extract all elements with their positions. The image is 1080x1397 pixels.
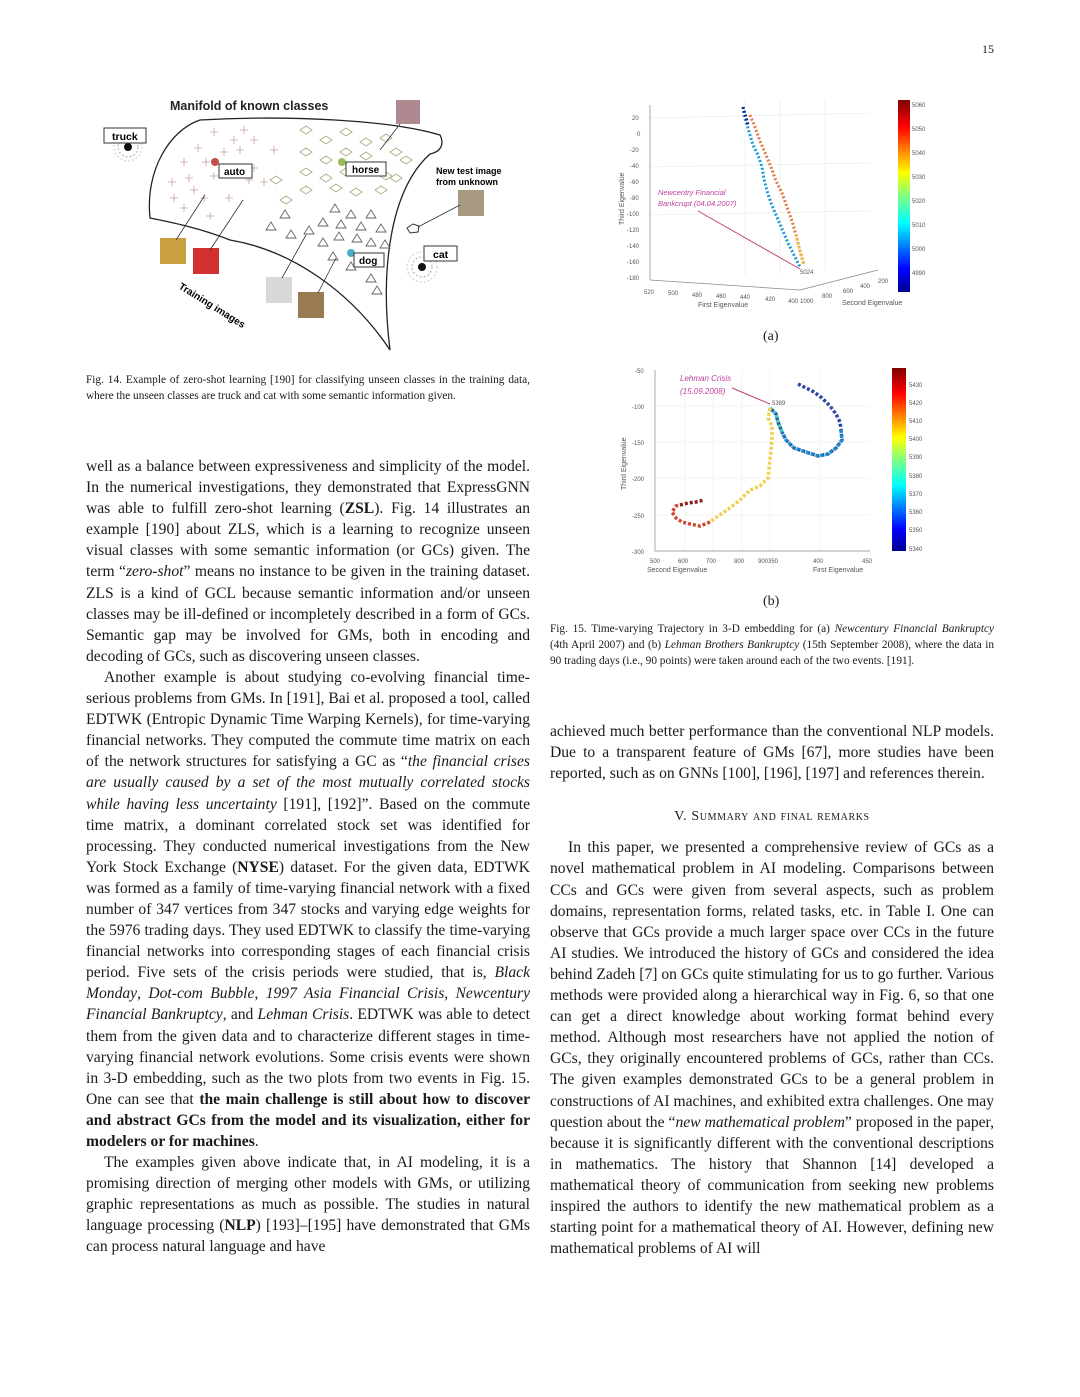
figure-15b-scatter [610, 360, 940, 580]
horse-label: horse [352, 165, 380, 176]
figure-15-caption [550, 622, 994, 669]
colorbar-b-ticks [909, 383, 923, 553]
svg-text:-100: -100 [627, 212, 640, 218]
caption-text: (4th April 2007) and (b) [550, 638, 665, 651]
svg-text:500: 500 [650, 559, 661, 565]
svg-text:5360: 5360 [909, 510, 923, 516]
svg-text:500: 500 [668, 291, 679, 297]
svg-text:cat: cat [433, 249, 449, 261]
subfigure-a-label: (a) [763, 329, 779, 344]
cat-test-image-thumbnail [458, 190, 484, 216]
svg-text:5000: 5000 [912, 247, 926, 253]
svg-text:5390: 5390 [909, 455, 923, 461]
paragraph: well as a balance between expressiveness and simplicity of the model. In the numerical investigations, they demonstrated that ExpressGNN was able to fulfill zero-shot learning (ZSL). Fig. 14 illustrates an example [190] about ZLS, which is a learning to recognize unseen visual classes with some semantic information (or GCs) given. The term “zero-shot” means no instance to be given in the training dataset. ZLS is a kind of GCL because semantic information and/or unseen classes may be ill-defined or incompletely described in a form of GCs. Semantic gap may be involved for GMs, both in encoding and decoding of GCs, such as discovering unseen classes. [86, 458, 530, 665]
svg-text:200: 200 [878, 279, 889, 285]
svg-text:-300: -300 [632, 550, 645, 556]
svg-text:truck: truck [112, 131, 138, 143]
svg-text:420: 420 [765, 297, 776, 303]
svg-text:4990: 4990 [912, 271, 926, 277]
caption-text: Fig. 15. Time-varying Trajectory in 3-D embedding for (a) [550, 623, 835, 635]
caption-italic: Newcentury Financial Bankruptcy [834, 623, 994, 635]
svg-text:-60: -60 [630, 180, 639, 186]
svg-text:-20: -20 [630, 148, 639, 154]
svg-text:-160: -160 [627, 260, 640, 266]
right-column-body [550, 721, 994, 1259]
event-point-label-b: 5389 [772, 401, 786, 407]
svg-text:-100: -100 [632, 405, 645, 411]
svg-text:800: 800 [822, 294, 833, 300]
horse-image-thumbnail [396, 100, 420, 124]
svg-text:20: 20 [632, 116, 639, 122]
dog-label: dog [359, 256, 378, 267]
svg-text:700: 700 [706, 559, 717, 565]
svg-text:-80: -80 [630, 196, 639, 202]
colorbar-a-ticks [912, 103, 926, 277]
colorbar-b [892, 368, 906, 551]
x-axis-label: First Eigenvalue [698, 302, 749, 309]
figure-14 [90, 90, 530, 360]
svg-text:400: 400 [788, 299, 799, 305]
svg-text:440: 440 [740, 295, 751, 301]
svg-text:400: 400 [860, 284, 871, 290]
svg-text:-250: -250 [632, 514, 645, 520]
z-axis-ticks [627, 116, 641, 282]
svg-text:-200: -200 [632, 477, 645, 483]
training-images-label: Training images [176, 281, 247, 331]
y-axis-label: Second Eigenvalue [842, 300, 903, 307]
dog-image-thumbnail-1 [266, 277, 292, 303]
manifold-title: Manifold of known classes [170, 99, 329, 113]
colorbar-a [898, 100, 910, 292]
svg-text:5030: 5030 [912, 175, 926, 181]
zero-shot-manifold-diagram [90, 90, 530, 360]
annotation-b-line-1: Lehman Crisis [680, 374, 732, 383]
svg-text:-50: -50 [635, 369, 644, 375]
svg-text:5060: 5060 [912, 103, 926, 109]
truck-unseen-node [104, 128, 146, 161]
event-point-label: 5024 [800, 270, 814, 276]
svg-text:5420: 5420 [909, 401, 923, 407]
svg-text:480: 480 [692, 293, 703, 299]
svg-text:460: 460 [716, 294, 727, 300]
svg-text:800: 800 [734, 559, 745, 565]
svg-text:-140: -140 [627, 244, 640, 250]
svg-text:5430: 5430 [909, 383, 923, 389]
x-axis-ticks-b [650, 559, 873, 565]
cat-unseen-node [407, 246, 457, 282]
svg-text:5050: 5050 [912, 127, 926, 133]
figure-14-caption: Fig. 14. Example of zero-shot learning [190] for classifying unseen classes in the training data, where the unseen classes are truck and cat with some semantic information given. [86, 374, 530, 402]
svg-text:450: 450 [862, 559, 873, 565]
svg-text:5010: 5010 [912, 223, 926, 229]
paragraph: Another example is about studying co-evolving financial time-serious problems from GMs. In [191], Bai et al. proposed a tool, called EDTWK (Entropic Dynamic Time Warping Kernels), for time-varying financial networks. They computed the commute time matrix on each of the network structures for satisfying a GC as “the financial crises are usually caused by a set of the most mutually correlated stocks while having less uncertainty [191], [192]”. Based on the commute time matrix, a dominant correlated stock set was identified for processing. They conducted numerical investigations from the New York Stock Exchange (NYSE) dataset. For the given data, EDTWK was formed as a family of time-varying financial network with a fixed number of 347 vertices from 347 stocks and varying edge weights for the 5976 trading days. They used EDTWK to classify the time-varying financial networks into corresponding stages of each financial crisis period. Five sets of the crisis periods were studied, that is, Black Monday, Dot-com Bubble, 1997 Asia Financial Crisis, Newcentury Financial Bankruptcy, and Lehman Crisis. EDTWK was able to detect them from the given data and to characterize different stages in time-varying financial network evolutions. Some crisis events were shown in 3-D embedding, such as the two plots from two events in Fig. 15. One can see that the main challenge is still about how to discover and abstract GCs from the model and its visualization, either for modelers or for machines. [86, 668, 531, 1150]
auto-label: auto [224, 167, 246, 178]
caption-text: (15th September 2008), where the data in 90 trading days (i.e., 90 points) were taken around each of the two events. [191]. [550, 638, 994, 667]
subfigure-b-label: (b) [763, 594, 780, 609]
svg-text:5020: 5020 [912, 199, 926, 205]
auto-image-thumbnail-2 [193, 248, 219, 274]
x-axis-label-left-b: Second Eigenvalue [647, 567, 708, 574]
left-column-body [86, 456, 530, 1258]
svg-text:600: 600 [678, 559, 689, 565]
svg-text:5380: 5380 [909, 474, 923, 480]
svg-text:900350: 900350 [758, 559, 779, 565]
figure-15a-3d-scatter [610, 95, 940, 315]
svg-text:5040: 5040 [912, 151, 926, 157]
annotation-line-1: Newcentry Financial [658, 188, 726, 197]
auto-image-thumbnail-1 [160, 238, 186, 264]
paragraph: In this paper, we presented a comprehensive review of GCs as a novel mathematical problem in AI modeling. Comparisons between CCs and GCs were given from several aspects, such as problem domains, representation forms, related tasks, etc. in Table I. One can observe that GCs provide a much larger space over CCs in the future AI studies. We introduced the history of GCs and considered the idea behind Zadeh [7] on GCs quite stimulating for us to go further. Various methods were provided along a hierarchical way in Fig. 6, so that one can get a direct knowledge about working format behind every method. Although most researchers have not applied the notion of GCs, they originally encountered problems of GCs, rather than CCs. The given examples demonstrated GCs to be a general problem in constructions of AI machines, and exhibited extra challenges. One may question about the “new mathematical problem” proposed in the paper, because it is significantly different with the conventional descriptions in mathematics. The history that Shannon [14] developed a mathematical theory of communication from seeking new problems inspired the authors to identify the new mathematical problem as a starting point for a mathematical theory of AI. However, defining new mathematical problems of AI will [550, 839, 994, 1258]
svg-text:5370: 5370 [909, 492, 923, 498]
svg-text:-180: -180 [627, 276, 640, 282]
svg-text:400: 400 [813, 559, 824, 565]
x-axis-label-right-b: First Eigenvalue [813, 567, 864, 574]
paragraph: achieved much better performance than the conventional NLP models. Due to a transparent feature of GMs [67], more studies have been reported, such as on GNNs [100], [196], [197] and references therein. [550, 723, 994, 783]
annotation-line-2: Bankcrupt (04.04.2007) [658, 199, 737, 208]
svg-text:5350: 5350 [909, 528, 923, 534]
svg-text:5400: 5400 [909, 437, 923, 443]
svg-text:-40: -40 [630, 164, 639, 170]
svg-text:0: 0 [637, 132, 641, 138]
svg-text:-120: -120 [627, 228, 640, 234]
svg-text:1000: 1000 [800, 299, 814, 305]
svg-text:600: 600 [843, 289, 854, 295]
section-heading: V. Summary and final remarks [674, 809, 870, 825]
svg-text:5340: 5340 [909, 547, 923, 553]
svg-text:5410: 5410 [909, 419, 923, 425]
z-axis-label: Third Eigenvalue [619, 172, 626, 225]
y-axis-ticks-b [632, 369, 645, 556]
auto-dot [211, 158, 219, 166]
svg-text:-150: -150 [632, 441, 645, 447]
paragraph: The examples given above indicate that, in AI modeling, it is a promising direction of merging other models with GMs, or utilizing graphic representations as much as possible. The studies in natural language processing (NLP) [193]–[195] have demonstrated that GMs can process natural language and have [86, 1154, 530, 1256]
caption-italic: Lehman Brothers Bankruptcy [664, 638, 800, 651]
horse-dot [338, 158, 346, 166]
new-test-label-2: from unknown [436, 177, 498, 187]
svg-text:520: 520 [644, 290, 655, 296]
y-axis-label-b: Third Eigenvalue [621, 437, 628, 490]
new-test-label-1: New test image [436, 166, 502, 176]
annotation-b-line-2: (15.09.2008) [680, 387, 726, 396]
page-number: 15 [982, 42, 994, 56]
dog-image-thumbnail-2 [298, 292, 324, 318]
